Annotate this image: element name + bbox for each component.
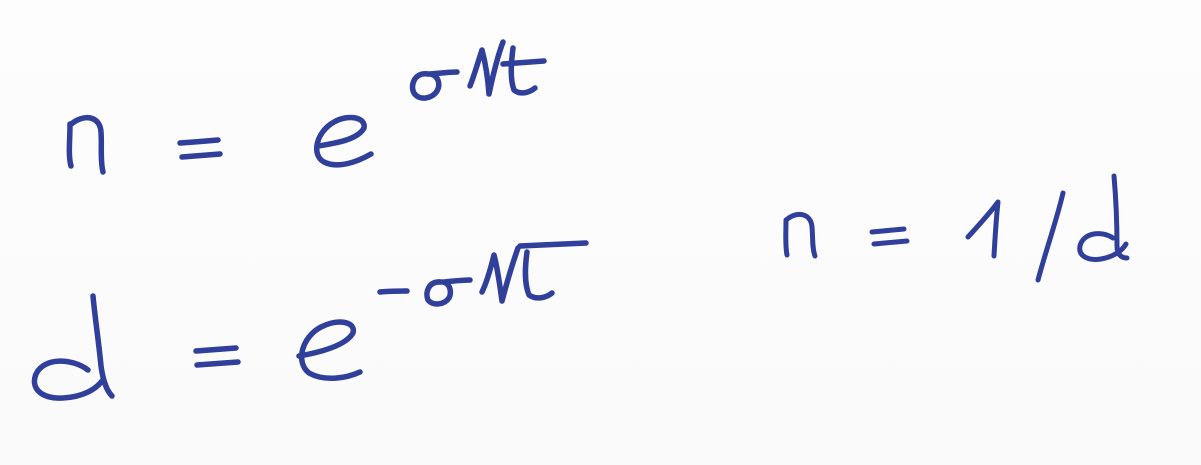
glyph-equals-3a [872,229,904,232]
glyph-u-small [786,214,815,256]
glyph-equals-3b [874,241,907,244]
glyph-slash [1038,193,1063,280]
glyph-d-small [1080,176,1127,259]
glyph-one [968,202,998,256]
